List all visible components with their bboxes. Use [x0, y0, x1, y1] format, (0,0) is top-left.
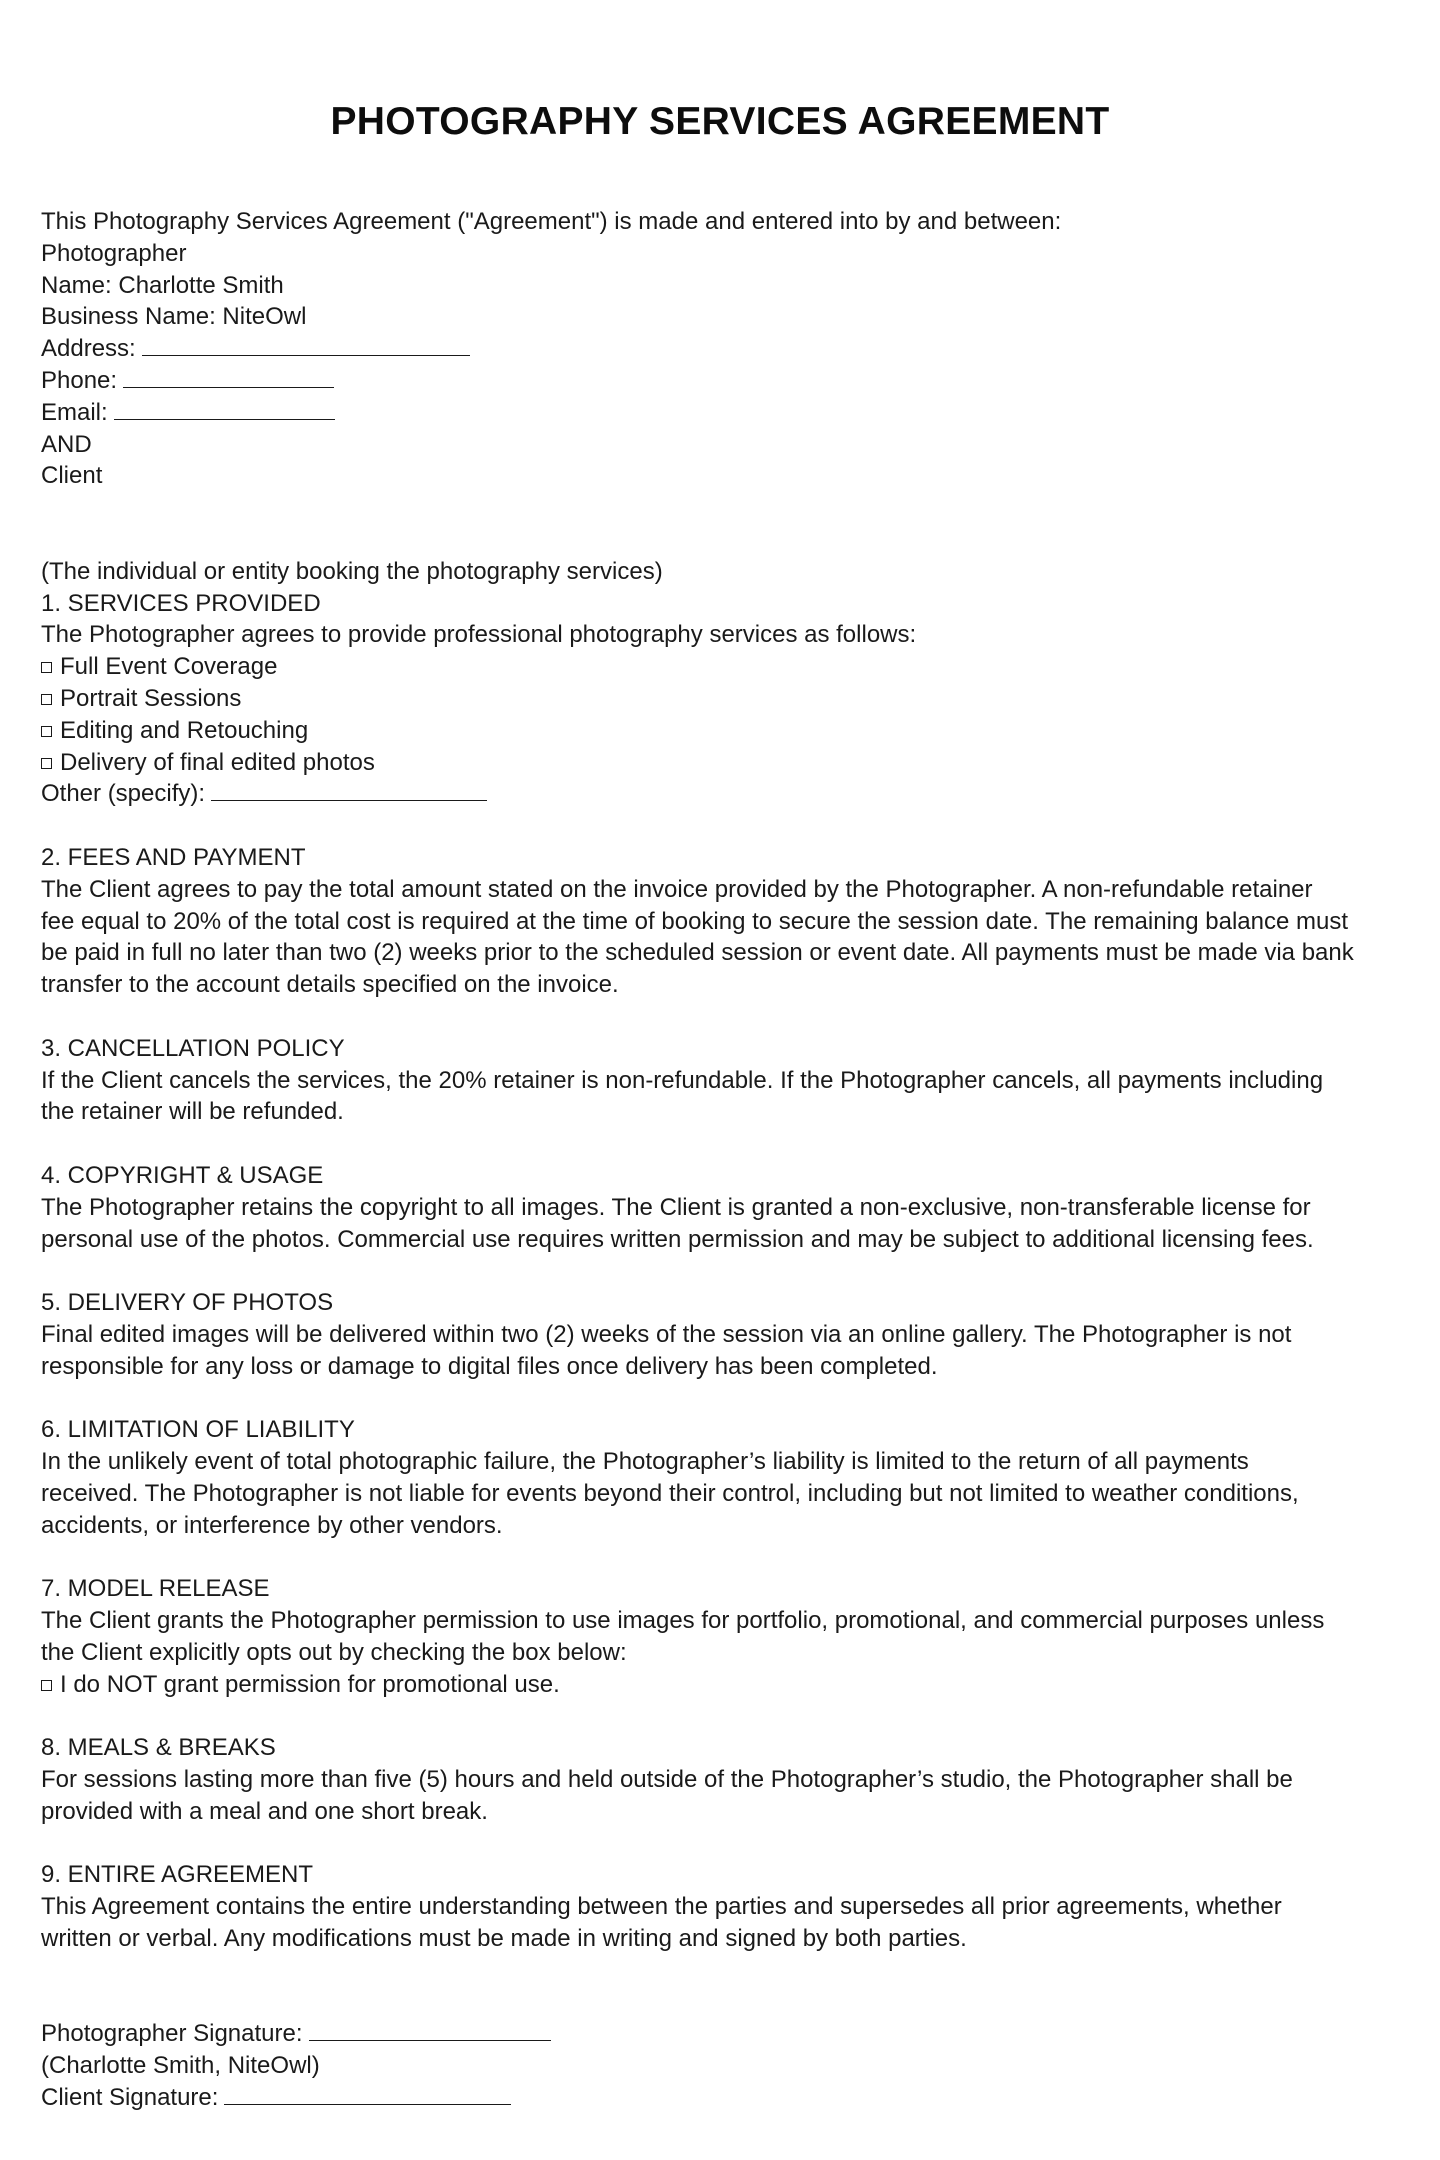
section-liability-heading: 6. LIMITATION OF LIABILITY — [41, 1416, 355, 1444]
section-services-heading: 1. SERVICES PROVIDED — [41, 589, 321, 617]
section-meals-line: For sessions lasting more than five (5) hours and held outside of the Photographer’s studio, the Photographer shall be — [41, 1766, 1293, 1794]
client-signature-label: Client Signature: — [41, 2084, 219, 2112]
spacer — [41, 1541, 1399, 1573]
section-cancellation-heading: 3. CANCELLATION POLICY — [41, 1034, 345, 1062]
checkbox-icon[interactable] — [41, 758, 52, 769]
checkbox-icon[interactable] — [41, 662, 52, 673]
phone-row — [41, 365, 1399, 397]
checkbox-icon[interactable] — [41, 694, 52, 705]
email-row — [41, 397, 1399, 429]
section-delivery-line: responsible for any loss or damage to digital files once delivery has been completed. — [41, 1352, 938, 1380]
section-meals-heading: 8. MEALS & BREAKS — [41, 1734, 276, 1762]
section-fees-heading: 2. FEES AND PAYMENT — [41, 843, 306, 871]
email-blank-field[interactable] — [114, 397, 335, 420]
checkbox-icon[interactable] — [41, 726, 52, 737]
phone-label: Phone: — [41, 366, 118, 394]
address-blank-field[interactable] — [142, 333, 470, 356]
section-liability-line: received. The Photographer is not liable for events beyond their control, including but not limited to weather conditions, — [41, 1479, 1299, 1507]
spacer — [41, 1255, 1399, 1287]
address-label: Address: — [41, 335, 136, 363]
service-option-label: Delivery of final edited photos — [60, 748, 375, 776]
section-copyright-heading: 4. COPYRIGHT & USAGE — [41, 1161, 324, 1189]
section-entire-line: written or verbal. Any modifications must be made in writing and signed by both parties. — [41, 1925, 967, 1953]
service-option-label: Portrait Sessions — [60, 684, 242, 712]
section-fees-line: transfer to the account details specified on the invoice. — [41, 971, 619, 999]
section-cancellation-line: the retainer will be refunded. — [41, 1098, 344, 1126]
photographer-heading: Photographer — [41, 239, 187, 267]
spacer — [41, 1955, 1399, 2019]
spacer — [41, 810, 1399, 842]
photographer-signature-detail: (Charlotte Smith, NiteOwl) — [41, 2052, 320, 2080]
spacer — [41, 1128, 1399, 1160]
section-cancellation-line: If the Client cancels the services, the 20% retainer is non-refundable. If the Photographer cancels, all payments including — [41, 1066, 1324, 1094]
section-copyright-line: The Photographer retains the copyright to all images. The Client is granted a non-exclusive, non-transferable license for — [41, 1193, 1311, 1221]
section-meals-line: provided with a meal and one short break. — [41, 1797, 488, 1825]
other-label: Other (specify): — [41, 780, 206, 808]
service-option[interactable] — [41, 683, 1399, 715]
section-entire-line: This Agreement contains the entire understanding between the parties and supersedes all prior agreements, whether — [41, 1893, 1282, 1921]
photographer-signature-label: Photographer Signature: — [41, 2020, 303, 2048]
document-title: PHOTOGRAPHY SERVICES AGREEMENT — [330, 100, 1110, 143]
section-liability-line: accidents, or interference by other vendors. — [41, 1511, 503, 1539]
spacer — [41, 1001, 1399, 1033]
other-row — [41, 778, 1399, 810]
service-option[interactable] — [41, 651, 1399, 683]
service-option-label: Editing and Retouching — [60, 716, 309, 744]
client-heading: Client — [41, 462, 103, 490]
photographer-business: Business Name: NiteOwl — [41, 303, 307, 331]
section-entire-heading: 9. ENTIRE AGREEMENT — [41, 1861, 314, 1889]
agreement-body — [41, 206, 1399, 2114]
phone-blank-field[interactable] — [123, 365, 334, 388]
checkbox-icon[interactable] — [41, 1680, 52, 1691]
section-liability-line: In the unlikely event of total photographic failure, the Photographer’s liability is limited to the return of all payments — [41, 1448, 1249, 1476]
section-model-release-heading: 7. MODEL RELEASE — [41, 1575, 270, 1603]
section-fees-line: The Client agrees to pay the total amount stated on the invoice provided by the Photographer. A non-refundable retainer — [41, 875, 1313, 903]
client-signature-row — [41, 2082, 1399, 2114]
client-description: (The individual or entity booking the photography services) — [41, 557, 663, 585]
photographer-signature-row — [41, 2018, 1399, 2050]
section-delivery-line: Final edited images will be delivered within two (2) weeks of the session via an online gallery. The Photographer is not — [41, 1320, 1292, 1348]
section-model-release-line: The Client grants the Photographer permission to use images for portfolio, promotional, and commercial purposes unless — [41, 1607, 1325, 1635]
photographer-name: Name: Charlotte Smith — [41, 271, 284, 299]
spacer — [41, 1382, 1399, 1414]
and-text: AND — [41, 430, 92, 458]
service-option[interactable] — [41, 747, 1399, 779]
section-fees-line: be paid in full no later than two (2) weeks prior to the scheduled session or event date. All payments must be made via bank — [41, 939, 1354, 967]
section-fees-line: fee equal to 20% of the total cost is required at the time of booking to secure the session date. The remaining balance must — [41, 907, 1349, 935]
email-label: Email: — [41, 398, 108, 426]
spacer — [41, 492, 1399, 556]
address-row — [41, 333, 1399, 365]
client-signature-field[interactable] — [224, 2082, 511, 2105]
section-delivery-heading: 5. DELIVERY OF PHOTOS — [41, 1289, 334, 1317]
section-services-intro: The Photographer agrees to provide professional photography services as follows: — [41, 621, 917, 649]
other-blank-field[interactable] — [211, 778, 487, 801]
service-option[interactable] — [41, 715, 1399, 747]
spacer — [41, 1700, 1399, 1732]
intro-text: This Photography Services Agreement ("Agreement") is made and entered into by and between: — [41, 208, 1062, 235]
photographer-signature-field[interactable] — [309, 2018, 551, 2041]
opt-out-option[interactable] — [41, 1669, 1399, 1701]
section-copyright-line: personal use of the photos. Commercial use requires written permission and may be subject to additional licensing fees. — [41, 1225, 1314, 1253]
service-option-label: Full Event Coverage — [60, 653, 278, 681]
section-model-release-line: the Client explicitly opts out by checking the box below: — [41, 1638, 627, 1666]
spacer — [41, 1828, 1399, 1860]
opt-out-label: I do NOT grant permission for promotional use. — [60, 1670, 560, 1698]
